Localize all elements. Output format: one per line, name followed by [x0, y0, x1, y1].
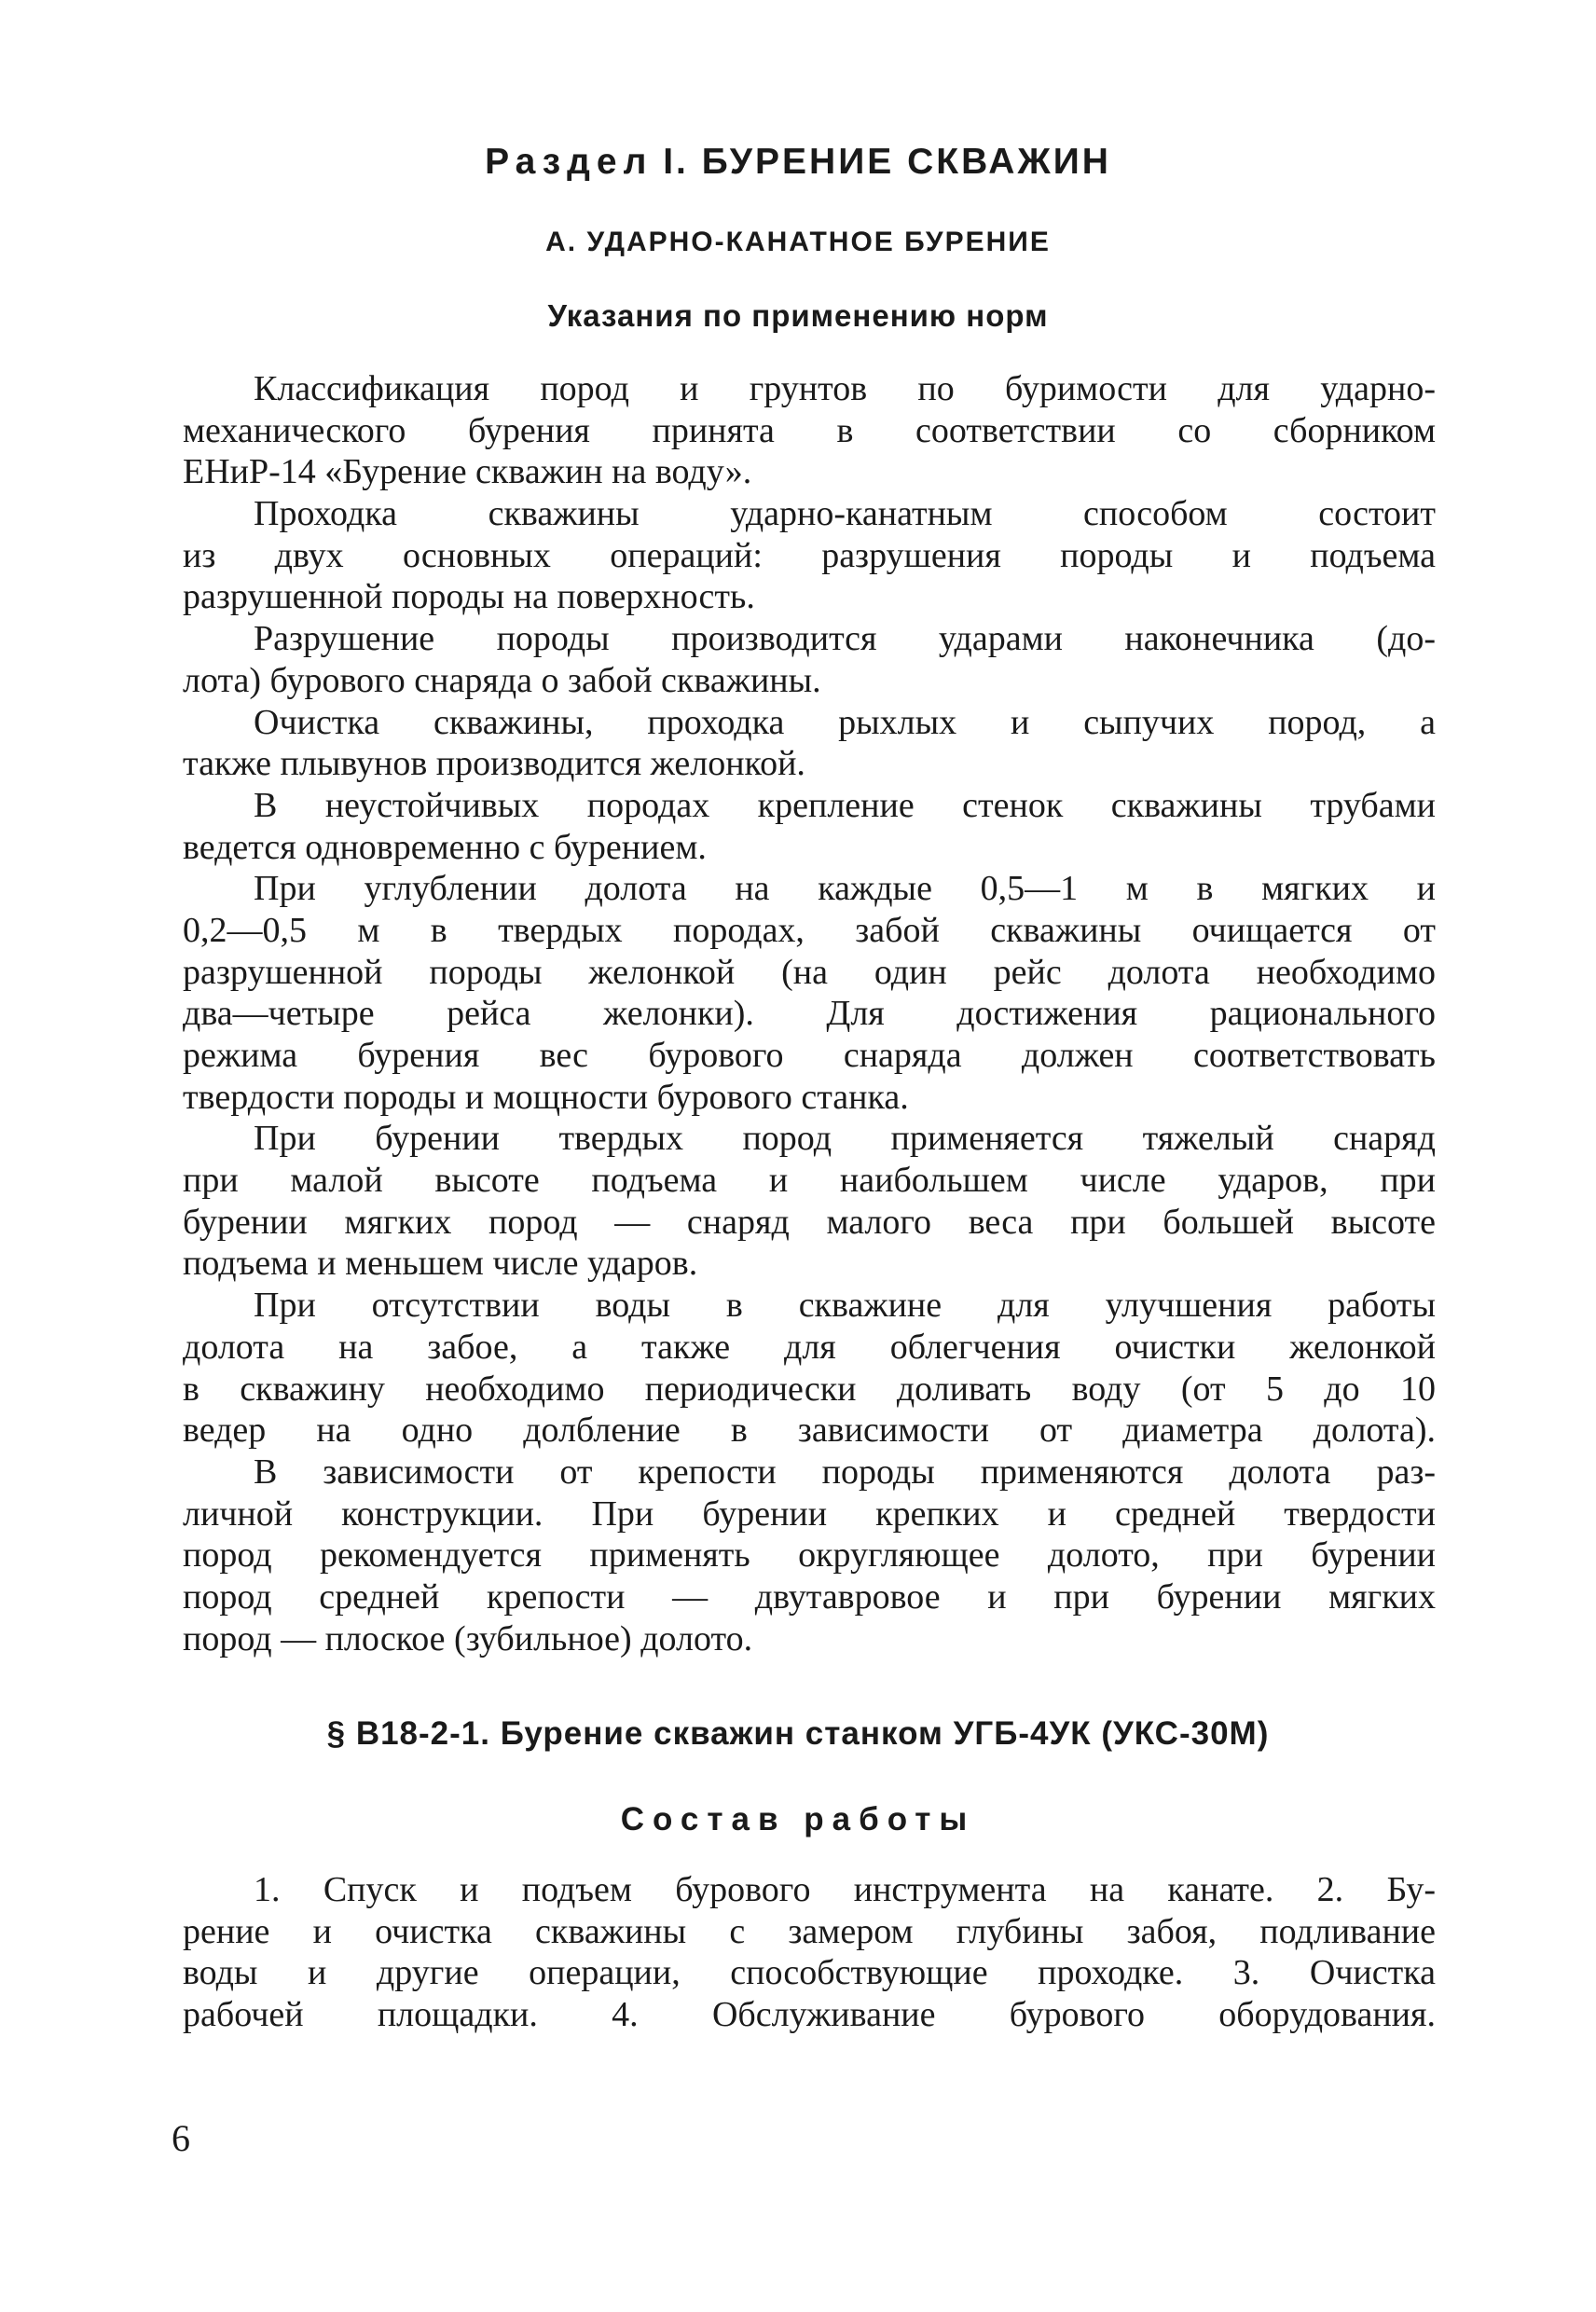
- text-line: рабочей площадки. 4. Обслуживание бурового оборудования.: [183, 1995, 1436, 2035]
- paragraph-heading: § В18-2-1. Бурение скважин станком УГБ-4УК (УКС-30М): [326, 1715, 1270, 1752]
- text-line: также плывунов производится желонкой.: [183, 744, 805, 784]
- text-line: подъема и меньшем числе ударов.: [183, 1244, 698, 1284]
- work-composition-body: [183, 1869, 1436, 2036]
- text-line: пород рекомендуется применять округляющее долото, при бурении: [183, 1535, 1436, 1576]
- text-line: пород — плоское (зубильное) долото.: [183, 1618, 753, 1658]
- text-line: из двух основных операций: разрушения породы и подъема: [183, 535, 1436, 575]
- text-line: твердости породы и мощности бурового станка.: [183, 1077, 909, 1117]
- paragraph: [183, 1118, 1436, 1285]
- text-line: При углублении долота на каждые 0,5—1 м в мягких и: [254, 869, 1436, 909]
- section-heading: [0, 140, 1596, 185]
- paragraph: [183, 1869, 1436, 2036]
- text-line: разрушенной породы на поверхность.: [183, 577, 755, 617]
- text-line: ведется одновременно с бурением.: [183, 827, 707, 867]
- section-title: I. БУРЕНИЕ СКВАЖИН: [663, 142, 1111, 182]
- paragraph: [183, 368, 1436, 493]
- paragraph: [183, 618, 1436, 701]
- text-line: рение и очистка скважины с замером глубины забоя, подливание: [183, 1911, 1436, 1951]
- paragraph: [183, 1285, 1436, 1452]
- paragraph: [183, 785, 1436, 868]
- paragraph: [183, 868, 1436, 1118]
- text-line: пород средней крепости — двутавровое и при бурении мягких: [183, 1576, 1436, 1617]
- text-line: ЕНиР-14 «Бурение скважин на воду».: [183, 452, 752, 492]
- text-line: При отсутствии воды в скважине для улучшения работы: [254, 1286, 1436, 1326]
- text-line: Проходка скважины ударно-канатным способом состоит: [254, 494, 1436, 534]
- text-line: в скважину необходимо периодически доливать воду (от 5 до 10: [183, 1369, 1436, 1409]
- paragraph: [183, 702, 1436, 785]
- text-line: два—четыре рейса желонки). Для достижения рационального: [183, 994, 1436, 1034]
- text-line: долота на забое, а также для облегчения очистки желонкой: [183, 1327, 1436, 1367]
- text-line: В неустойчивых породах крепление стенок скважины трубами: [254, 785, 1436, 825]
- work-composition-heading: Состав работы: [620, 1801, 976, 1837]
- text-line: разрушенной породы желонкой (на один рейс долота необходимо: [183, 952, 1436, 992]
- text-line: механического бурения принята в соответствии со сборником: [183, 410, 1436, 450]
- paragraph: [183, 1452, 1436, 1659]
- text-line: ведер на одно долбление в зависимости от диаметра долота).: [183, 1411, 1436, 1451]
- text-line: лота) бурового снаряда о забой скважины.: [183, 660, 821, 700]
- text-line: Классификация пород и грунтов по буримости для ударно-: [254, 369, 1436, 408]
- text-line: В зависимости от крепости породы применяются долота раз-: [254, 1452, 1436, 1492]
- text-line: Разрушение породы производится ударами наконечника (до-: [254, 619, 1436, 659]
- page-number: 6: [172, 2117, 190, 2159]
- text-line: воды и другие операции, способствующие проходке. 3. Очистка: [183, 1953, 1436, 1993]
- subsection-heading: А. УДАРНО-КАНАТНОЕ БУРЕНИЕ: [545, 227, 1051, 257]
- text-line: При бурении твердых пород применяется тяжелый снаряд: [254, 1119, 1436, 1159]
- text-line: 1. Спуск и подъем бурового инструмента на канате. 2. Бу-: [254, 1870, 1436, 1909]
- text-line: при малой высоте подъема и наибольшем числе ударов, при: [183, 1161, 1436, 1201]
- guidelines-heading: Указания по применению норм: [547, 298, 1049, 333]
- guidelines-body: [183, 368, 1436, 1659]
- paragraph: [183, 493, 1436, 618]
- text-line: Очистка скважины, проходка рыхлых и сыпучих пород, а: [254, 702, 1436, 742]
- text-line: режима бурения вес бурового снаряда должен соответствовать: [183, 1036, 1436, 1075]
- text-line: бурении мягких пород — снаряд малого веса при большей высоте: [183, 1202, 1436, 1242]
- text-line: 0,2—0,5 м в твердых породах, забой скважины очищается от: [183, 910, 1436, 950]
- section-prefix: Раздел: [485, 142, 654, 182]
- text-line: личной конструкции. При бурении крепких и средней твердости: [183, 1493, 1436, 1534]
